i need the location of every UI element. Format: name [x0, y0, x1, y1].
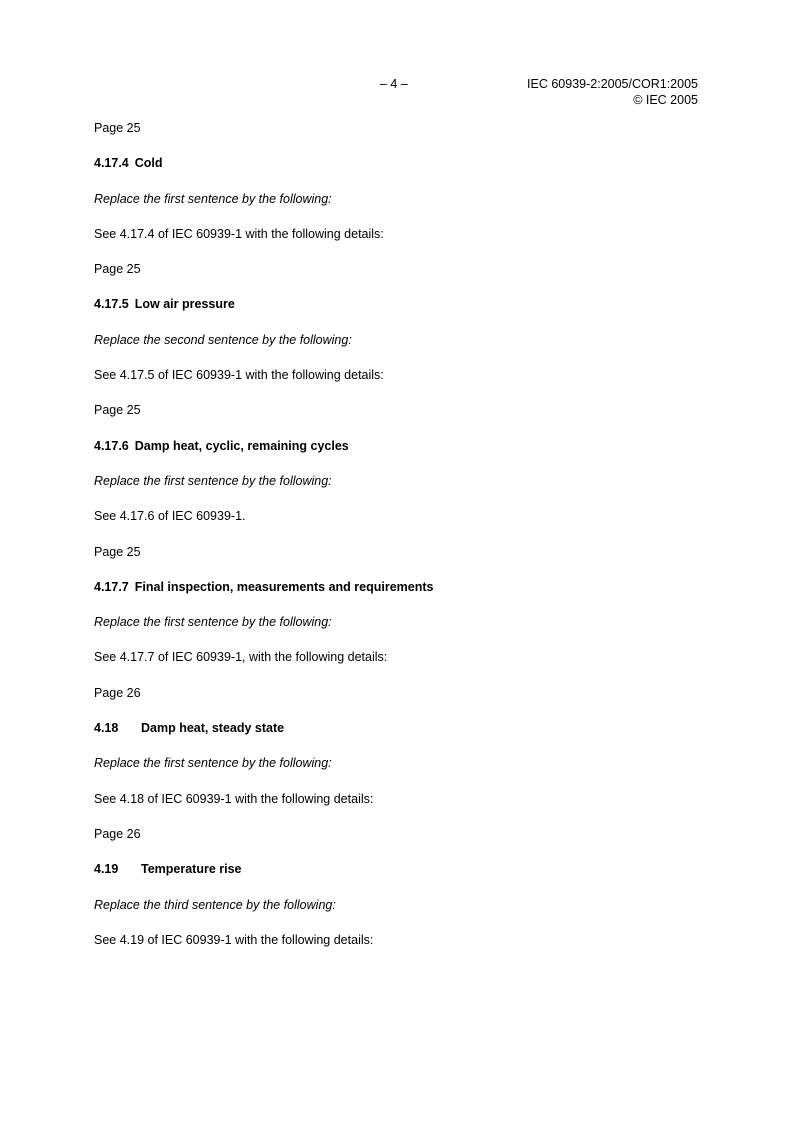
section-number: 4.19 — [94, 862, 119, 877]
section-title: Low air pressure — [134, 297, 235, 312]
section-number: 4.17.6 — [94, 438, 129, 453]
section-heading — [94, 156, 704, 191]
copyright-notice: © IEC 2005 — [633, 92, 698, 107]
page-reference: Page 25 — [94, 544, 141, 559]
section-number: 4.18 — [94, 721, 119, 736]
section-number: 4.17.4 — [94, 156, 129, 171]
page-reference: Page 26 — [94, 826, 141, 841]
document-id: IEC 60939-2:2005/COR1:2005 — [527, 77, 698, 91]
amendment-instruction: Replace the second sentence by the following: — [94, 332, 352, 347]
section-heading — [94, 721, 704, 756]
amendment-text: See 4.17.4 of IEC 60939-1 with the following details: — [94, 226, 384, 241]
amendment-text: See 4.17.5 of IEC 60939-1 with the following details: — [94, 368, 384, 383]
section-title: Temperature rise — [141, 862, 242, 877]
amendment-instruction: Replace the first sentence by the following: — [94, 756, 332, 771]
section-title: Cold — [134, 156, 163, 171]
section-number: 4.17.7 — [94, 579, 129, 594]
section-heading — [94, 580, 704, 615]
amendment-text: See 4.17.6 of IEC 60939-1. — [94, 509, 246, 524]
page-reference: Page 25 — [94, 121, 141, 135]
amendment-instruction: Replace the third sentence by the following: — [94, 897, 336, 912]
amendment-instruction: Replace the first sentence by the following: — [94, 615, 332, 630]
section-number: 4.17.5 — [94, 297, 129, 312]
amendment-text: See 4.19 of IEC 60939-1 with the following details: — [94, 932, 374, 947]
page-reference: Page 25 — [94, 262, 141, 277]
section-heading — [94, 439, 704, 474]
section-heading — [94, 297, 704, 332]
document-reference — [527, 77, 698, 108]
page-number: – 4 – — [380, 77, 408, 91]
section-title: Final inspection, measurements and requirements — [134, 579, 434, 594]
section-heading — [94, 862, 704, 897]
page-reference: Page 25 — [94, 403, 141, 418]
section-title: Damp heat, steady state — [141, 721, 285, 736]
section-title: Damp heat, cyclic, remaining cycles — [134, 438, 349, 453]
amendment-text: See 4.18 of IEC 60939-1 with the following details: — [94, 791, 374, 806]
document-body — [94, 121, 704, 968]
page-reference: Page 26 — [94, 685, 141, 700]
amendment-instruction: Replace the first sentence by the following: — [94, 191, 332, 206]
amendment-instruction: Replace the first sentence by the following: — [94, 473, 332, 488]
amendment-text: See 4.17.7 of IEC 60939-1, with the following details: — [94, 650, 388, 665]
